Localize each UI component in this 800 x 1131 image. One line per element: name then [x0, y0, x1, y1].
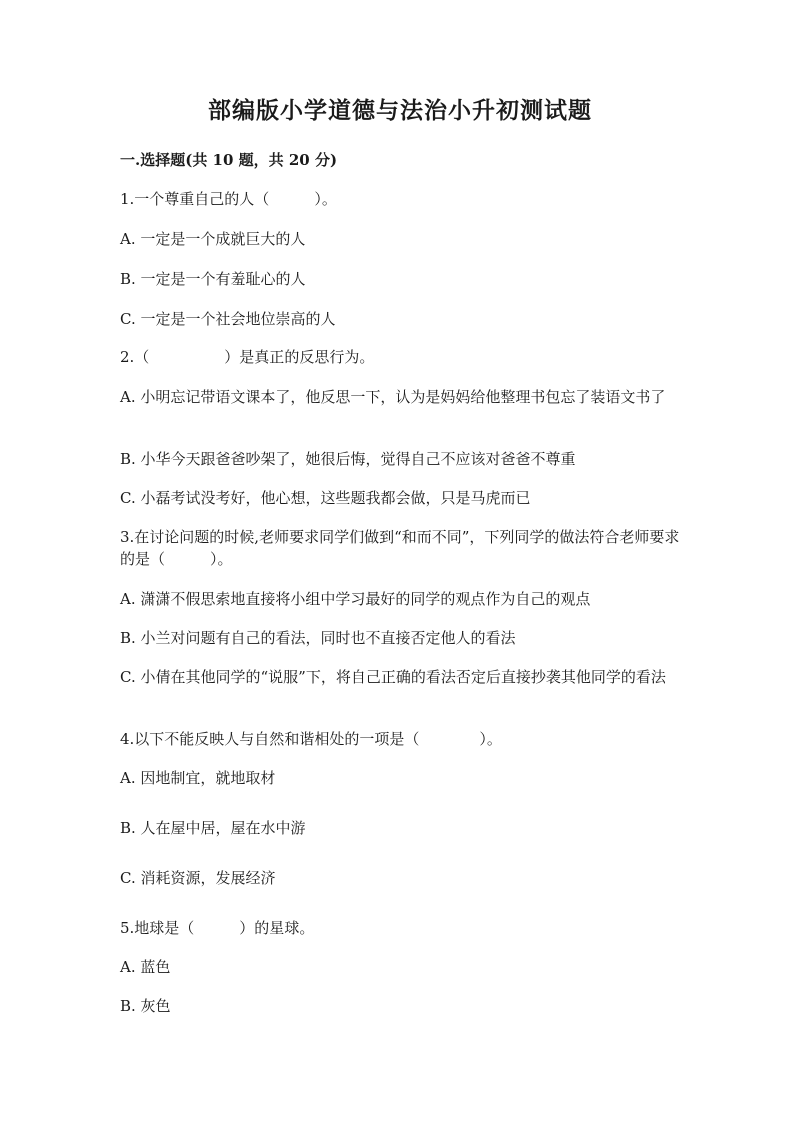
- question-5-option-a: A. 蓝色: [120, 958, 171, 976]
- question-3-option-b: B. 小兰对问题有自己的看法，同时也不直接否定他人的看法: [120, 629, 516, 647]
- question-5-stem: 5.地球是（ ）的星球。: [120, 919, 315, 937]
- question-3-stem: 3.在讨论问题的时候,老师要求同学们做到“和而不同”，下列同学的做法符合老师要求的是（ ）。: [120, 528, 680, 568]
- question-4-option-b: B. 人在屋中居，屋在水中游: [120, 819, 306, 837]
- section-heading: 一.选择题(共 10 题，共 20 分): [120, 151, 338, 169]
- question-5-option-b: B. 灰色: [120, 997, 171, 1015]
- question-4-option-a: A. 因地制宜，就地取材: [120, 769, 276, 787]
- question-1-option-a: A. 一定是一个成就巨大的人: [120, 230, 306, 248]
- question-2-option-b: B. 小华今天跟爸爸吵架了，她很后悔，觉得自己不应该对爸爸不尊重: [120, 450, 576, 468]
- question-1-option-c: C. 一定是一个社会地位崇高的人: [120, 310, 336, 328]
- question-1-option-b: B. 一定是一个有羞耻心的人: [120, 270, 306, 288]
- question-2-option-c: C. 小磊考试没考好，他心想，这些题我都会做，只是马虎而已: [120, 489, 531, 507]
- question-3-option-c: C. 小倩在其他同学的“说服”下，将自己正确的看法否定后直接抄袭其他同学的看法: [120, 668, 666, 686]
- document-title: 部编版小学道德与法治小升初测试题: [208, 97, 592, 124]
- question-4-option-c: C. 消耗资源，发展经济: [120, 869, 276, 887]
- question-4-stem: 4.以下不能反映人与自然和谐相处的一项是（ ）。: [120, 730, 502, 748]
- question-2-option-a: A. 小明忘记带语文课本了，他反思一下，认为是妈妈给他整理书包忘了装语文书了: [120, 388, 666, 406]
- question-2-stem: 2.（ ）是真正的反思行为。: [120, 348, 375, 366]
- question-3-option-a: A. 潇潇不假思索地直接将小组中学习最好的同学的观点作为自己的观点: [120, 590, 591, 608]
- question-1-stem: 1.一个尊重自己的人（ ）。: [120, 190, 337, 208]
